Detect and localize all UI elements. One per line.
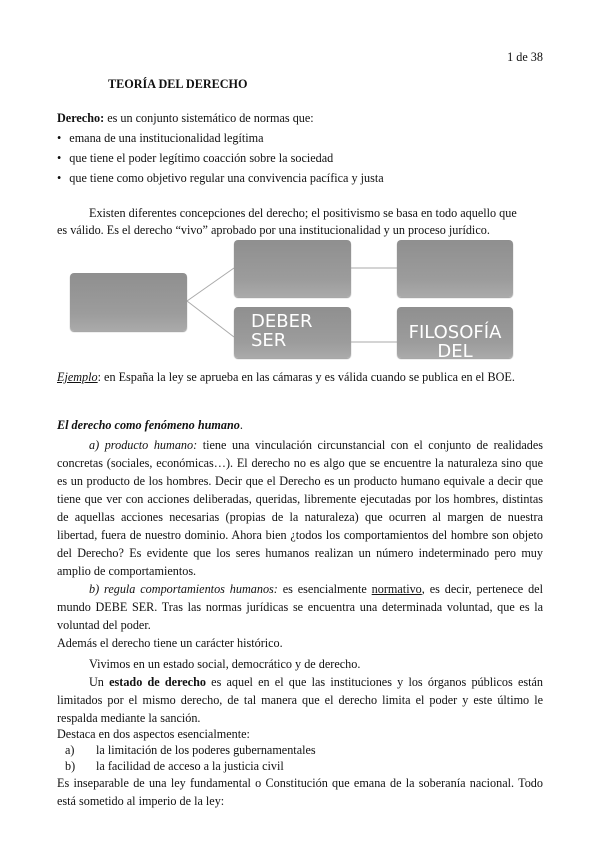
paragraph-line: libertad, fuera de nuestro dominio. Ahora bien ¿todos los comportamientos del hombre son objeto: [57, 528, 543, 542]
example-text: : en España la ley se aprueba en las cámaras y es válida cuando se publica en el BOE.: [97, 370, 515, 384]
definition-term: Derecho:: [57, 111, 105, 125]
section-heading-period: .: [239, 418, 243, 432]
list-text: la facilidad de acceso a la justicia civil: [96, 759, 284, 773]
paragraph-line: mundo DEBE SER. Tras las normas jurídicas se encuentra una determinada voluntad, que es la: [57, 600, 543, 614]
paragraph-line: Existen diferentes concepciones del derecho; el positivismo se basa en todo aquello que: [89, 206, 517, 220]
text: es esencialmente: [277, 582, 372, 596]
diagram-box-deber-ser: DEBER SER: [234, 307, 351, 358]
aspect-item: [65, 743, 551, 758]
bullet-item: • que tiene como objetivo regular una convivencia pacífica y justa: [57, 171, 384, 185]
page-number: 1 de 38: [507, 50, 543, 64]
label-regula: b) regula comportamientos humanos:: [89, 582, 278, 596]
text: es aquel en el que las instituciones y los órganos públicos están: [205, 675, 543, 689]
diagram-box-root: [70, 273, 187, 331]
diagram-box-top-middle: [234, 240, 351, 297]
paragraph-line: de aquellas acciones necesarias (propias de la naturaleza) que ocurren al margen de nuestra: [57, 510, 543, 524]
text: Un: [89, 675, 110, 689]
bullet-text: que tiene el poder legítimo coacción sobre la sociedad: [69, 151, 334, 165]
example-label: Ejemplo: [57, 370, 98, 384]
section-heading: [57, 418, 543, 433]
underlined-normativo: normativo: [371, 582, 422, 596]
paragraph-line: del Derecho? Es evidente que los seres humanos realizan un número indeterminado pero muy: [57, 546, 543, 560]
bold-estado-de-derecho: estado de derecho: [109, 675, 206, 689]
paragraph-line: tiene que ver con acciones deliberadas, queridas, libremente ejecutadas por los hombres, distintas: [57, 492, 543, 506]
paragraph-b-first-line: [89, 582, 543, 597]
bullet-item: • que tiene el poder legítimo coacción sobre la sociedad: [57, 151, 334, 165]
diagram-box-filosofia: FILOSOFÍA DEL: [397, 307, 513, 358]
text: , es decir, pertenece del: [421, 582, 543, 596]
section-heading-text: El derecho como fenómeno humano: [57, 418, 240, 432]
example: [57, 370, 543, 385]
bullet-text: que tiene como objetivo regular una convivencia pacífica y justa: [69, 171, 384, 185]
paragraph-line: Vivimos en un estado social, democrático y de derecho.: [89, 657, 361, 671]
paragraph-line: amplio de comportamientos.: [57, 564, 197, 578]
paragraph-line: está sometido al imperio de la ley:: [57, 794, 225, 808]
paragraph-line: Además el derecho tiene un carácter histórico.: [57, 636, 283, 650]
list-text: la limitación de los poderes gubernamentales: [96, 743, 316, 757]
paragraph-line: Es inseparable de una ley fundamental o Constitución que emana de la soberanía nacional. Todo: [57, 776, 543, 790]
aspect-item: [65, 759, 551, 774]
paragraph-line: concretas (sociales, económicas…). El derecho no es algo que se encuentre la naturaleza sino que: [57, 456, 543, 470]
paragraph-line: [89, 675, 543, 690]
paragraph-line: limitados por el mismo derecho, de tal manera que el derecho limita el poder y este último le: [57, 693, 543, 707]
paragraph-line: respalda mediante la sanción.: [57, 711, 201, 725]
paragraph-line: voluntad del poder.: [57, 618, 151, 632]
paragraph-line: Destaca en dos aspectos esencialmente:: [57, 727, 250, 741]
paragraph-a-first-line: [89, 438, 543, 453]
text: tiene una vinculación circunstancial con el conjunto de realidades: [197, 438, 543, 452]
bullet-item: • emana de una institucionalidad legítima: [57, 131, 264, 145]
paragraph-line: es un producto de los hombres. Decir que el Derecho es un producto humano equivale a decir que: [57, 474, 543, 488]
diagram-box-top-right: [397, 240, 513, 297]
list-marker: a): [65, 743, 75, 757]
list-marker: b): [65, 759, 76, 773]
paragraph-line: es válido. Es el derecho “vivo” aprobado por una institucionalidad y un proceso jurídico.: [57, 223, 490, 237]
bullet-text: emana de una institucionalidad legítima: [69, 131, 264, 145]
definition-text: es un conjunto sistemático de normas que:: [104, 111, 314, 125]
document-title: TEORÍA DEL DERECHO: [108, 77, 248, 91]
label-producto-humano: a) producto humano:: [89, 438, 198, 452]
